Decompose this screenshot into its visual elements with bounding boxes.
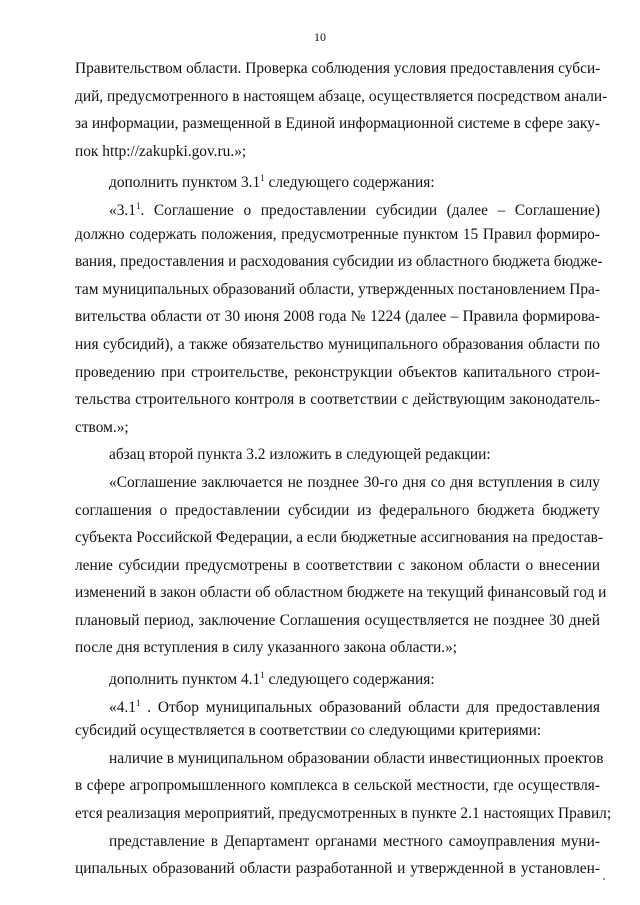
text-line-content: вительства области от 30 июня 2008 года № 1224 (далее – Правила формирова-	[75, 308, 600, 326]
text-line	[75, 138, 600, 166]
text-line-continuation: . Соглашение о предоставлении субсидии (далее – Соглашение)	[140, 201, 600, 219]
text-line-continuation: следующего содержания:	[264, 671, 435, 689]
text-line-content: ется реализация мероприятий, предусмотренных в пункте 2.1 настоящих Правил;	[75, 805, 612, 823]
superscript-mark: 1	[260, 173, 265, 184]
text-line-content: дополнить пунктом 4.1	[109, 671, 261, 689]
text-line-content: там муниципальных образований области, утвержденных постановлением Пра-	[75, 280, 600, 298]
text-line-content: после дня вступления в силу указанного закона области.»;	[75, 639, 458, 657]
text-line	[75, 745, 604, 773]
text-line-content: в сфере агропромышленного комплекса в сельской местности, где осуществля-	[75, 777, 600, 795]
text-line	[75, 690, 600, 718]
text-line-content: «4.1	[109, 698, 136, 716]
page-number: 10	[314, 30, 326, 44]
text-line-content: абзац второй пункта 3.2 изложить в следующей редакции:	[109, 446, 491, 464]
scan-artifact	[603, 878, 605, 880]
text-line	[75, 276, 600, 304]
text-line-content: Правительством области. Проверка соблюдения условия предоставления субси-	[75, 60, 601, 77]
text-line	[75, 83, 608, 111]
text-line-content: ципальных образований области разработанной и утвержденной в установлен-	[75, 860, 600, 878]
text-line	[75, 497, 600, 525]
text-line	[75, 662, 600, 690]
text-line	[75, 303, 600, 331]
text-line	[75, 165, 600, 193]
text-line	[75, 414, 600, 442]
text-line-content: дий, предусмотренного в настоящем абзаце, осуществляется посредством анали-	[75, 87, 608, 105]
text-line	[75, 193, 600, 221]
text-line	[75, 386, 600, 414]
superscript-mark: 1	[135, 200, 141, 211]
text-line-content: ством.»;	[75, 418, 129, 436]
text-line	[75, 331, 600, 359]
text-line-continuation: . Отбор муниципальных образований области для предоставления	[140, 698, 600, 716]
text-line	[75, 828, 600, 856]
text-line-content: изменений в закон области об областном бюджете на текущий финансовый год и	[75, 584, 607, 602]
text-line	[75, 469, 600, 497]
document-body	[75, 55, 612, 883]
superscript-mark: 1	[260, 670, 265, 681]
text-line-continuation: следующего содержания:	[264, 174, 435, 192]
text-line	[75, 552, 600, 580]
text-line	[75, 524, 604, 552]
text-line-content: субсидий осуществляется в соответствии со следующими критериями:	[75, 722, 542, 740]
text-line-content: дополнить пунктом 3.1	[109, 174, 261, 192]
text-line-content: субъекта Российской Федерации, а если бюджетные ассигнования на предостав-	[75, 529, 604, 547]
text-line	[75, 359, 600, 387]
text-line-content: ния субсидий), а также обязательство муниципального образования области по	[75, 335, 600, 353]
text-line-content: представление в Департамент органами местного самоуправления муни-	[109, 832, 600, 850]
text-line-content: вания, предоставления и расходования субсидии из областного бюджета бюдже-	[75, 253, 603, 271]
text-line	[75, 441, 600, 469]
text-line-content: «Соглашение заключается не позднее 30-го дня со дня вступления в силу	[109, 473, 600, 491]
text-line	[75, 607, 600, 635]
text-line	[75, 221, 600, 249]
text-line-content: ление субсидии предусмотрены в соответствии с законом области о внесении	[75, 556, 600, 574]
text-line-content: «3.1	[109, 201, 136, 219]
text-line-content: пок http://zakupki.gov.ru.»;	[75, 142, 247, 160]
text-line-content: должно содержать положения, предусмотренные пунктом 15 Правил формиро-	[75, 225, 600, 243]
text-line-content: наличие в муниципальном образовании области инвестиционных проектов	[109, 749, 604, 767]
text-line-content: проведению при строительстве, реконструкции объектов капитального строи-	[75, 363, 600, 381]
text-line-content: плановый период, заключение Соглашения осуществляется не позднее 30 дней	[75, 611, 600, 629]
text-line	[75, 772, 600, 800]
text-line	[75, 717, 600, 745]
text-line	[75, 855, 600, 883]
text-line-content: соглашения о предоставлении субсидии из федерального бюджета бюджету	[75, 501, 600, 519]
text-line-content: тельства строительного контроля в соответствии с действующим законодатель-	[75, 391, 600, 409]
text-line	[75, 248, 603, 276]
text-line	[75, 800, 612, 828]
text-line-content: за информации, размещенной в Единой информационной системе в сфере заку-	[75, 115, 600, 133]
text-line	[75, 110, 600, 138]
text-line	[75, 579, 607, 607]
text-line	[75, 55, 600, 83]
text-line	[75, 634, 600, 662]
superscript-mark: 1	[135, 697, 141, 708]
